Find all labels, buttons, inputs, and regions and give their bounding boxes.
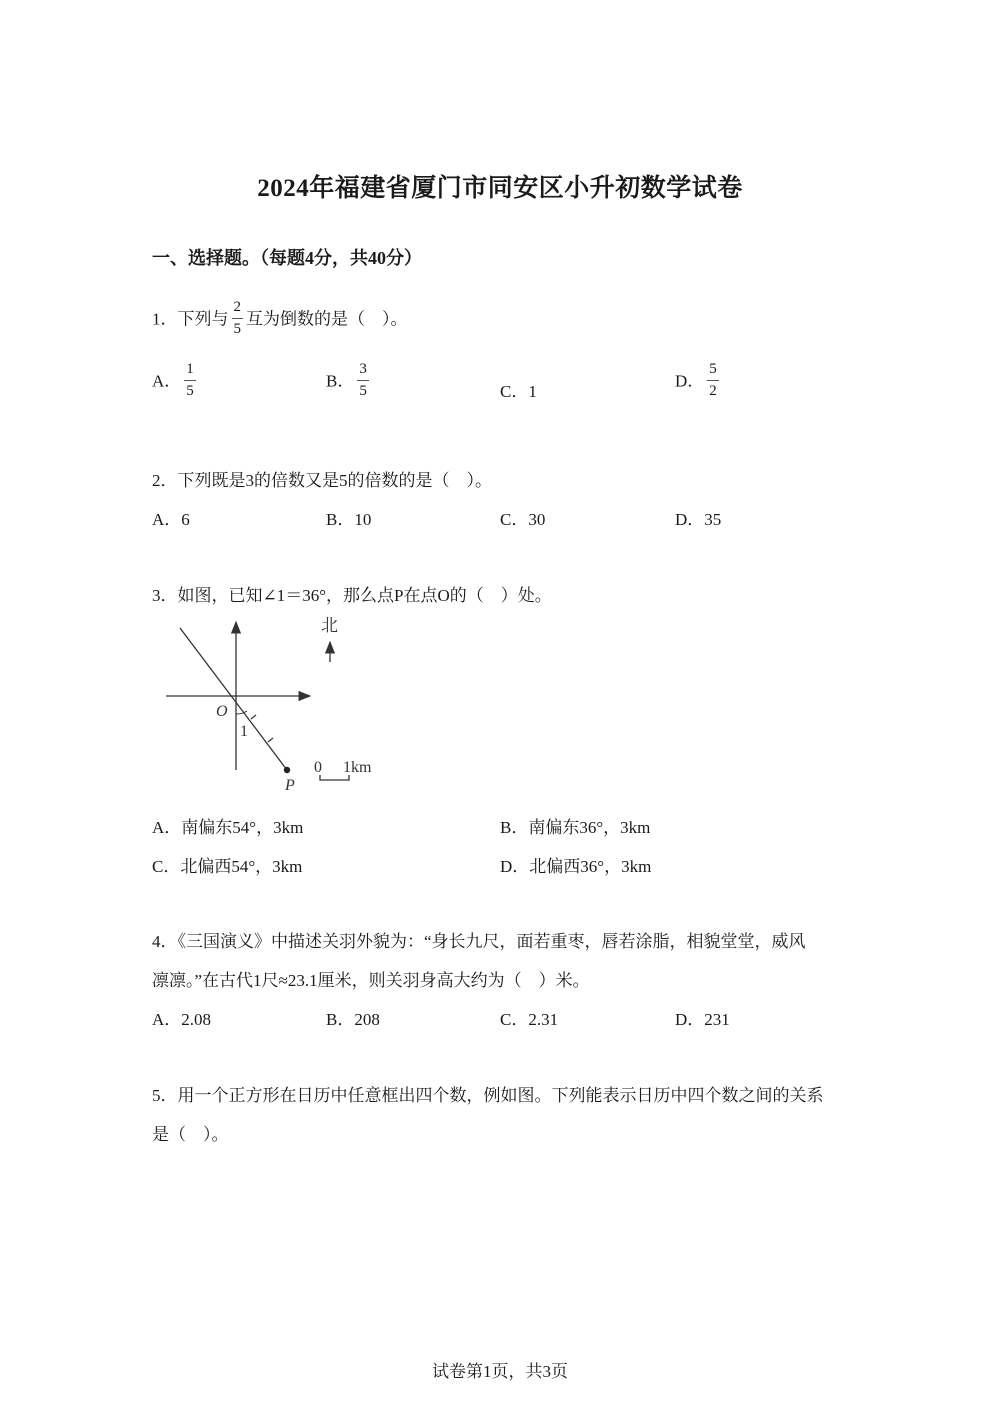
question-4-option-d[interactable]: D．231: [675, 1010, 730, 1029]
point-p-marker: [284, 767, 290, 773]
angle-label: 1: [240, 723, 248, 740]
question-3-option-d[interactable]: D．北偏西36°，3km: [500, 857, 652, 876]
origin-label: O: [216, 703, 228, 720]
question-2-stem: 2．下列既是3的倍数又是5的倍数的是（ ）。: [152, 471, 492, 490]
point-p-label: P: [285, 777, 295, 794]
angle-arc: [236, 711, 247, 714]
question-1-before: 1．下列与: [152, 309, 229, 329]
question-1-after: 互为倒数的是（ ）。: [246, 309, 408, 329]
question-4-line-2: 凛凛。”在古代1尺≈23.1厘米，则关羽身高大约为（ ）米。: [152, 971, 590, 990]
question-1-option-c[interactable]: C．1: [500, 382, 537, 401]
question-4-line-1: 4．《三国演义》中描述关羽外貌为：“身长九尺，面若重枣，唇若涂脂，相貌堂堂，威风: [152, 932, 806, 951]
question-1-option-a[interactable]: A． $\frac{1}{5}$: [152, 361, 194, 399]
question-3-option-a[interactable]: A．南偏东54°，3km: [152, 818, 304, 837]
page-footer: 试卷第1页，共3页: [432, 1362, 568, 1381]
question-2-option-c[interactable]: C．30: [500, 510, 546, 529]
question-1-fraction: $\frac{2}{5}$: [233, 299, 241, 337]
question-1-stem: [152, 299, 408, 339]
scale-zero-label: 0: [314, 759, 322, 776]
scale-tick-1: [251, 715, 256, 719]
question-3-stem: 3．如图，已知∠1＝36°，那么点P在点O的（ ）处。: [152, 586, 552, 605]
question-4-option-a[interactable]: A．2.08: [152, 1010, 212, 1029]
direction-figure: [150, 605, 390, 800]
direction-line: [180, 628, 287, 770]
question-1-option-b[interactable]: B． $\frac{3}{5}$: [326, 361, 367, 399]
section-heading: 一、选择题。（每题4分，共40分）: [152, 248, 422, 268]
page-title: 2024年福建省厦门市同安区小升初数学试卷: [257, 175, 743, 202]
scale-tick-2: [268, 738, 273, 742]
question-2-option-b[interactable]: B．10: [326, 510, 372, 529]
question-3-option-b[interactable]: B．南偏东36°，3km: [500, 818, 651, 837]
question-2-option-a[interactable]: A．6: [152, 510, 190, 529]
question-1-option-d[interactable]: D． $\frac{5}{2}$: [675, 361, 717, 399]
question-4-option-b[interactable]: B．208: [326, 1010, 380, 1029]
question-5-line-2: 是（ ）。: [152, 1125, 229, 1144]
scale-unit-label: 1km: [343, 759, 372, 776]
question-3-option-c[interactable]: C．北偏西54°，3km: [152, 857, 303, 876]
question-4-option-c[interactable]: C．2.31: [500, 1010, 559, 1029]
question-2-option-d[interactable]: D．35: [675, 510, 722, 529]
north-label: 北: [321, 616, 338, 635]
question-5-line-1: 5．用一个正方形在日历中任意框出四个数，例如图。下列能表示日历中四个数之间的关系: [152, 1086, 824, 1105]
